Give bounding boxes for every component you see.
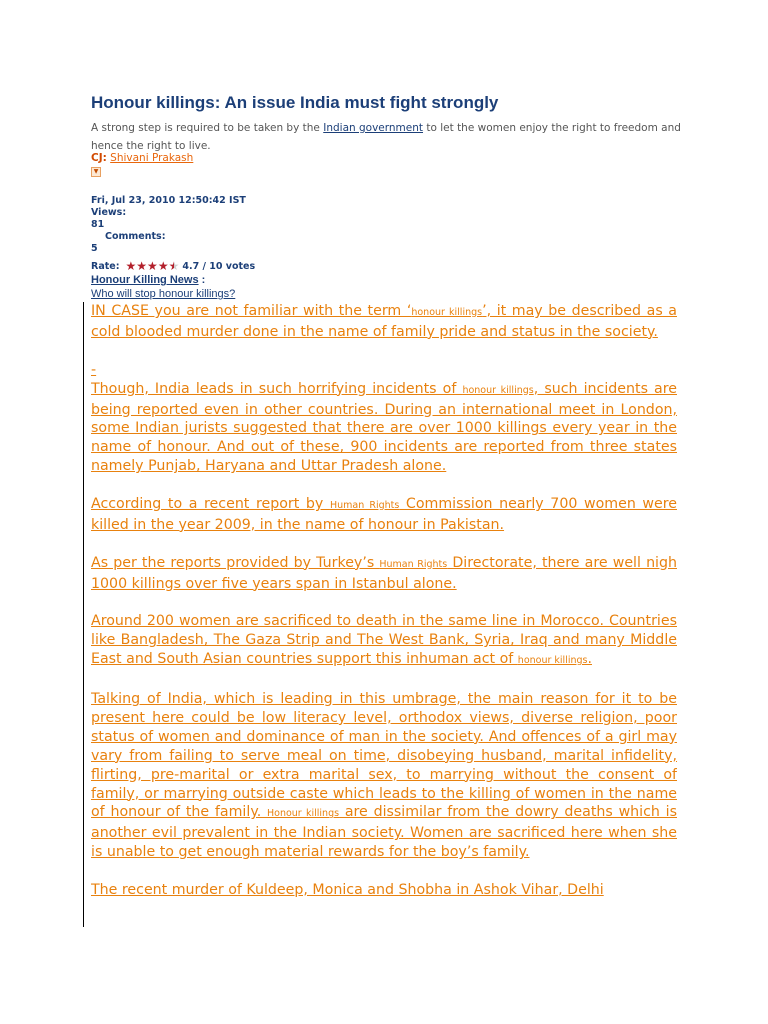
author-prefix: CJ: — [91, 152, 107, 164]
comments-count: 5 — [91, 243, 98, 254]
left-rule — [83, 302, 84, 927]
article-meta — [91, 195, 246, 255]
article-subtitle — [91, 119, 691, 155]
expand-arrow-icon[interactable]: ▼ — [91, 167, 101, 177]
rating-stars[interactable] — [126, 260, 180, 272]
views-count: 81 — [91, 219, 105, 230]
related-story — [91, 288, 235, 300]
p5-text-end: . — [587, 651, 592, 668]
p4-text-end: Directorate, there are well nigh 1000 killings over five years span in Istanbul alone. — [91, 554, 677, 592]
paragraph-7: The recent murder of Kuldeep, Monica and Shobha in Ashok Vihar, Delhi — [91, 882, 604, 899]
paragraph-3 — [91, 495, 677, 535]
star-icon[interactable]: ★ — [147, 259, 158, 273]
rating-score: 4.7 / 10 votes — [182, 260, 256, 272]
paragraph-4 — [91, 554, 677, 594]
p5-text: Around 200 women are sacrificed to death in the same line in Morocco. Countries like Bangladesh, The Gaza Strip and The West Bank, Syria, Iraq and many Middle East and South Asian countries support this inhuman act of — [91, 613, 677, 668]
article-body — [91, 302, 677, 942]
publish-date: Fri, Jul 23, 2010 12:50:42 IST — [91, 195, 246, 206]
honour-killing-news-link[interactable]: Honour Killing News — [91, 274, 199, 286]
p2-term: honour killings — [462, 384, 534, 396]
star-icon[interactable]: ★ — [125, 259, 137, 273]
separator-dash: - — [91, 361, 97, 378]
p4-term: Human Rights — [379, 558, 448, 570]
category-line — [91, 274, 205, 286]
paragraph-2 — [91, 380, 677, 477]
p4-text: As per the reports provided by Turkey’s — [91, 554, 380, 571]
article-title: Honour killings: An issue India must fight strongly — [91, 93, 499, 112]
star-icon[interactable]: ★ — [136, 259, 148, 273]
category-separator: : — [198, 274, 206, 286]
p3-text: According to a recent report by — [91, 496, 330, 513]
views-label: Views: — [91, 207, 127, 218]
comments-label: Comments: — [105, 231, 166, 242]
rating — [91, 260, 255, 272]
paragraph-6 — [91, 690, 677, 862]
p6-term: Honour killings — [266, 808, 340, 820]
subtitle-text-start: A strong step is required to be taken by the — [91, 122, 324, 134]
p3-text-end: Commission nearly 700 women were killed in the year 2009, in the name of honour in Pakistan. — [91, 496, 677, 533]
related-story-link[interactable]: Who will stop honour killings? — [91, 288, 236, 300]
p5-term: honour killings — [517, 655, 588, 667]
rate-label: Rate: — [91, 260, 120, 272]
author-byline — [91, 152, 193, 164]
p1-text: IN CASE you are not familiar with the term ‘ — [91, 303, 412, 319]
p2-text-end: , such incidents are being reported even in other countries. During an international meet in London, some Indian jurists suggested that there are over 1000 killings every year in the name of honour. And out of these, 900 incidents are reported from three states namely Punjab, Haryana and Uttar Pradesh alone. — [91, 380, 677, 475]
p6-text: Talking of India, which is leading in this umbrage, the main reason for it to be present here could be low literacy level, orthodox views, diverse religion, poor status of women and dominance of man in the society. And offences of a girl may vary from failing to serve meal on time, disobeying husband, marital infidelity, flirting, pre-marital or extra marital sex, to marrying without the consent of family, or marrying outside caste which leads to the killing of women in the name of honour of the family. — [91, 691, 677, 821]
p6-text-end: are dissimilar from the dowry deaths which is another evil prevalent in the Indian society. Women are sacrificed here when she is unable to get enough material rewards for the boy’s family. — [91, 804, 677, 861]
p3-term: Human Rights — [329, 500, 400, 512]
paragraph-1 — [91, 302, 677, 342]
p1-text-end: ’, it may be described as a cold blooded murder done in the name of family pride and status in the society. — [91, 303, 677, 340]
paragraph-5 — [91, 612, 677, 671]
indian-government-link[interactable]: Indian government — [323, 122, 424, 134]
subtitle-text-end: to let the women enjoy the right to freedom and hence the right to live. — [91, 122, 681, 152]
p2-text: Though, India leads in such horrifying incidents of — [91, 380, 463, 397]
star-icon[interactable]: ★ — [157, 259, 169, 273]
author-link[interactable]: Shivani Prakash — [110, 152, 194, 164]
p1-term: honour killings — [411, 307, 483, 318]
half-star-icon[interactable]: ★ — [168, 259, 180, 273]
